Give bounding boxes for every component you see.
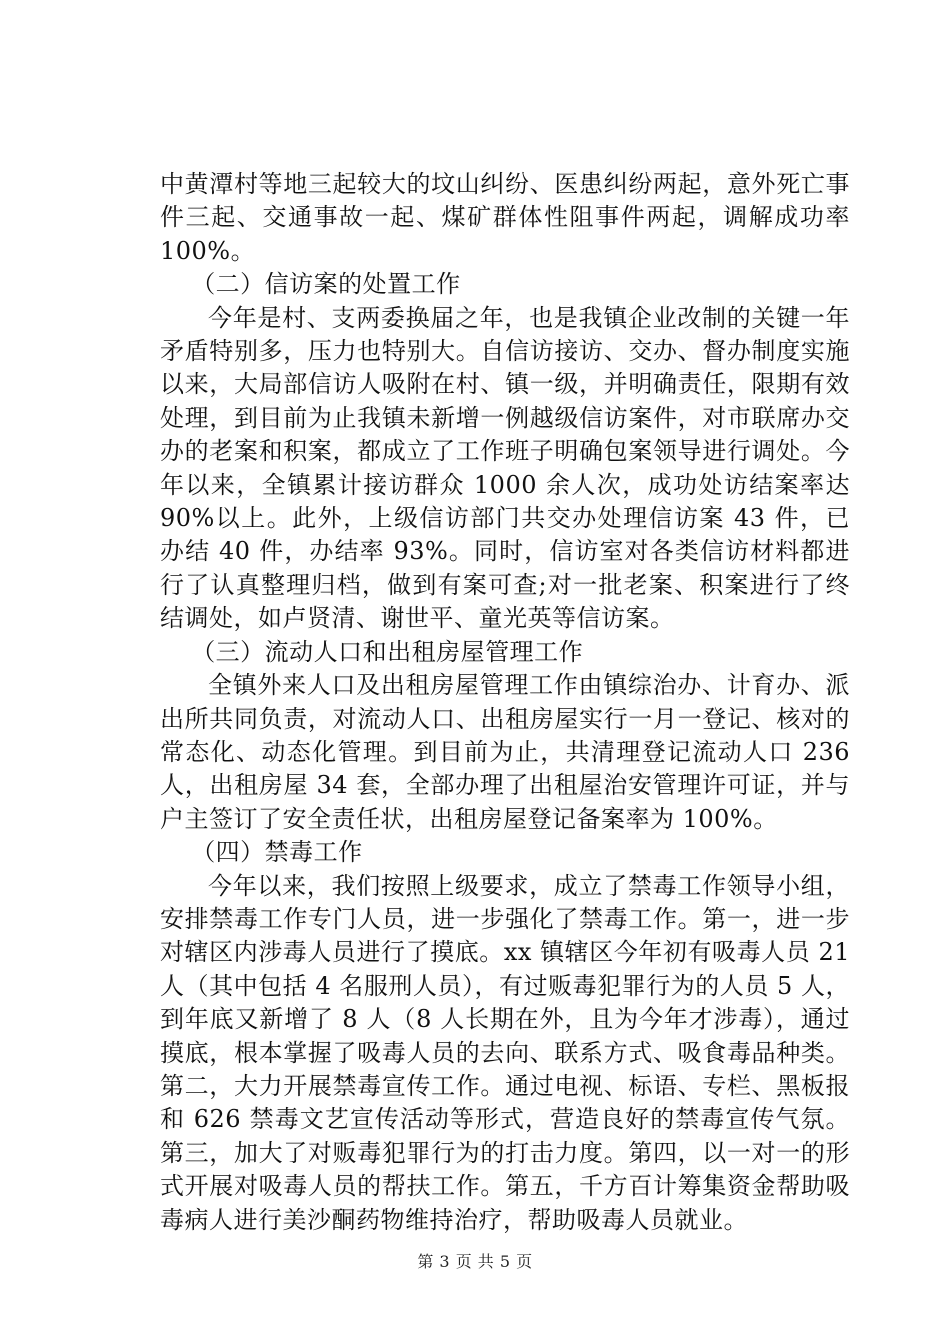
- document-body: [160, 168, 850, 1237]
- paragraph-floating-population: 全镇外来人口及出租房屋管理工作由镇综治办、计育办、派出所共同负责，对流动人口、出租房屋实行一月一登记、核对的常态化、动态化管理。到目前为止，共清理登记流动人口 236 人，出租房屋 34 套，全部办理了出租屋治安管理许可证，并与户主签订了安全责任状，出租房屋登记备案率为 100%。: [160, 671, 850, 833]
- section-heading-anti-drug: （四）禁毒工作: [191, 838, 363, 867]
- paragraph-anti-drug: 今年以来，我们按照上级要求，成立了禁毒工作领导小组，安排禁毒工作专门人员，进一步强化了禁毒工作。第一，进一步对辖区内涉毒人员进行了摸底。xx 镇辖区今年初有吸毒人员 21 人（其中包括 4 名服刑人员），有过贩毒犯罪行为的人员 5 人，到年底又新增了 8 人（8 人长期在外，且为今年才涉毒），通过摸底，根本掌握了吸毒人员的去向、联系方式、吸食毒品种类。第二，大力开展禁毒宣传工作。通过电视、标语、专栏、黑板报和 626 禁毒文艺宣传活动等形式，营造良好的禁毒宣传气氛。第三，加大了对贩毒犯罪行为的打击力度。第四，以一对一的形式开展对吸毒人员的帮扶工作。第五，千方百计筹集资金帮助吸毒病人进行美沙酮药物维持治疗，帮助吸毒人员就业。: [160, 871, 850, 1234]
- page-number: 第 3 页 共 5 页: [417, 1252, 533, 1271]
- section-heading-petition: （二）信访案的处置工作: [191, 270, 461, 299]
- paragraph-petition: 今年是村、支两委换届之年，也是我镇企业改制的关键一年矛盾特别多，压力也特别大。自信访接访、交办、督办制度实施以来，大局部信访人吸附在村、镇一级，并明确责任，限期有效处理，到目前为止我镇未新增一例越级信访案件，对市联席办交办的老案和积案，都成立了工作班子明确包案领导进行调处。今年以来，全镇累计接访群众 1000 余人次，成功处访结案率达 90%以上。此外，上级信访部门共交办处理信访案 43 件，已办结 40 件，办结率 93%。同时，信访室对各类信访材料都进行了认真整理归档，做到有案可查;对一批老案、积案进行了终结调处，如卢贤清、谢世平、童光英等信访案。: [160, 303, 850, 633]
- paragraph-continued: 中黄潭村等地三起较大的坟山纠纷、医患纠纷两起，意外死亡事件三起、交通事故一起、煤矿群体性阻事件两起，调解成功率 100%。: [160, 170, 850, 265]
- section-heading-floating-population: （三）流动人口和出租房屋管理工作: [191, 637, 584, 666]
- page-footer: [0, 1252, 950, 1272]
